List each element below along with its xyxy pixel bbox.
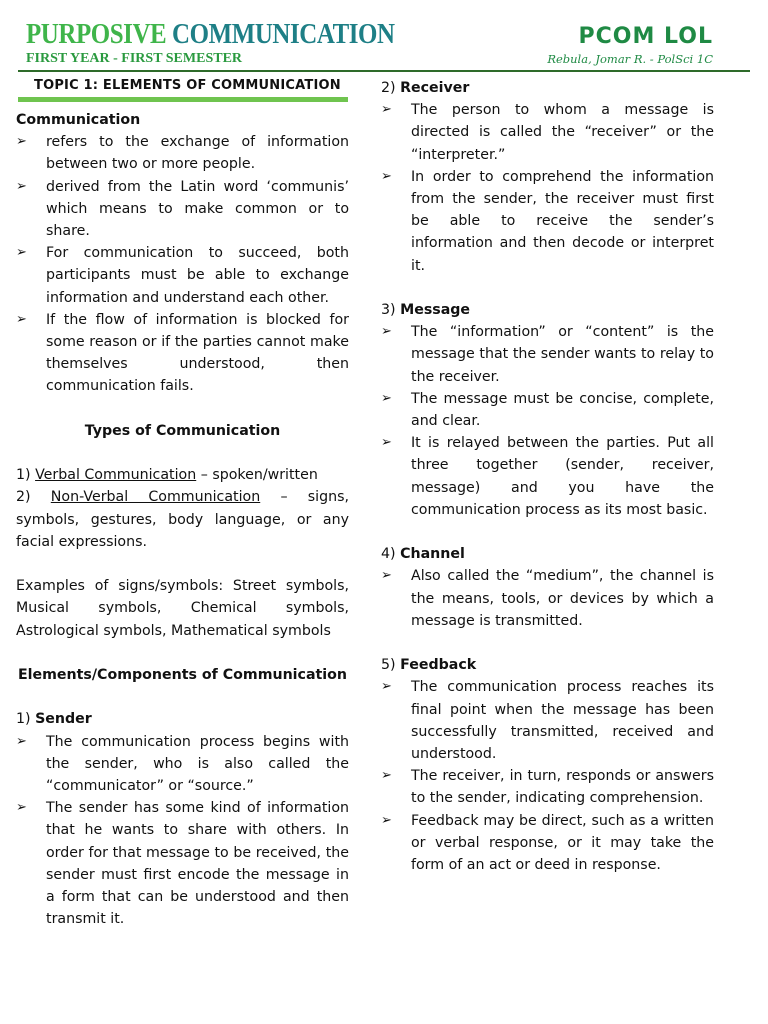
list-item: ➢ The communication process reaches its final point when the message has been successfully transmitted, received and understood. [381,676,714,765]
communication-heading: Communication [16,112,141,128]
list-item: ➢ For communication to succeed, both participants must be able to exchange information and understand each other. [16,242,349,309]
list-item: ➢ The “information” or “content” is the message that the sender wants to relay to the receiver. [381,321,714,388]
list-item: ➢ If the flow of information is blocked for some reason or if the parties cannot make themselves understood, then communication fails. [16,309,349,398]
list-item: ➢ In order to comprehend the information from the sender, the receiver must first be able to receive the sender’s information and then decode or interpret it. [381,166,714,277]
type-verbal: 1) Verbal Communication – spoken/written [16,467,318,484]
document-title [26,18,395,51]
list-item: ➢ It is relayed between the parties. Put all three together (sender, receiver, message) and you have the communication process as its most basic. [381,432,714,521]
type-nonverbal: 2) Non-Verbal Communication – signs, symbols, gestures, body language, or any facial expressions. [16,489,350,550]
channel-bullets [381,565,714,632]
list-item: ➢ Also called the “medium”, the channel is the means, tools, or devices by which a message is transmitted. [381,565,714,632]
communication-bullets [16,131,349,397]
title-word-purposive: PURPOSIVE [26,18,167,50]
arrow-bullet-icon: ➢ [381,768,392,784]
list-item: ➢ The sender has some kind of information that he wants to share with others. In order for that message to be received, the sender must first encode the message in a form that can be understood and then transmit it. [16,797,349,930]
list-item: ➢ The person to whom a message is directed is called the “receiver” or the “interpreter.” [381,99,714,166]
arrow-bullet-icon: ➢ [381,168,392,184]
arrow-bullet-icon: ➢ [381,102,392,118]
receiver-bullets [381,99,714,277]
document-subtitle: FIRST YEAR - FIRST SEMESTER [26,51,243,66]
feedback-bullets [381,676,714,876]
arrow-bullet-icon: ➢ [381,435,392,451]
arrow-bullet-icon: ➢ [16,245,27,261]
elements-heading: Elements/Components of Communication [17,667,348,684]
symbols-examples: Examples of signs/symbols: Street symbols, Musical symbols, Chemical symbols, Astrological symbols, Mathematical symbols [16,578,349,639]
message-heading: 3) Message [381,302,471,319]
arrow-bullet-icon: ➢ [381,568,392,584]
arrow-bullet-icon: ➢ [16,311,27,327]
arrow-bullet-icon: ➢ [381,812,392,828]
arrow-bullet-icon: ➢ [16,733,27,749]
course-code: PCOM LOL [578,24,713,49]
receiver-heading: 2) Receiver [381,80,470,96]
sender-bullets [16,731,349,931]
types-heading: Types of Communication [84,422,281,439]
message-bullets [381,321,714,521]
topic-heading: TOPIC 1: ELEMENTS OF COMMUNICATION [34,78,341,93]
list-item: ➢ refers to the exchange of information between two or more people. [16,131,349,175]
topic-underline-bar [18,97,348,102]
list-item: ➢ Feedback may be direct, such as a written or verbal response, or it may take the form of an act or deed in response. [381,810,714,877]
list-item: ➢ The communication process begins with the sender, who is also called the “communicator” or “source.” [16,731,349,798]
list-item: ➢ The message must be concise, complete, and clear. [381,388,714,432]
right-column [381,77,714,876]
arrow-bullet-icon: ➢ [16,178,27,194]
feedback-heading: 5) Feedback [381,657,477,674]
list-item: ➢ The receiver, in turn, responds or answers to the sender, indicating comprehension. [381,765,714,809]
arrow-bullet-icon: ➢ [16,134,27,150]
list-item: ➢ derived from the Latin word ‘communis’ which means to make common or to share. [16,176,349,243]
header-divider [18,70,750,72]
arrow-bullet-icon: ➢ [381,324,392,340]
channel-heading: 4) Channel [381,546,465,563]
arrow-bullet-icon: ➢ [381,679,392,695]
sender-heading: 1) Sender [16,711,92,728]
arrow-bullet-icon: ➢ [381,390,392,406]
title-word-communication: COMMUNICATION [172,18,395,50]
left-column [16,109,349,930]
arrow-bullet-icon: ➢ [16,800,27,816]
author-line: Rebula, Jomar R. - PolSci 1C [547,52,713,66]
